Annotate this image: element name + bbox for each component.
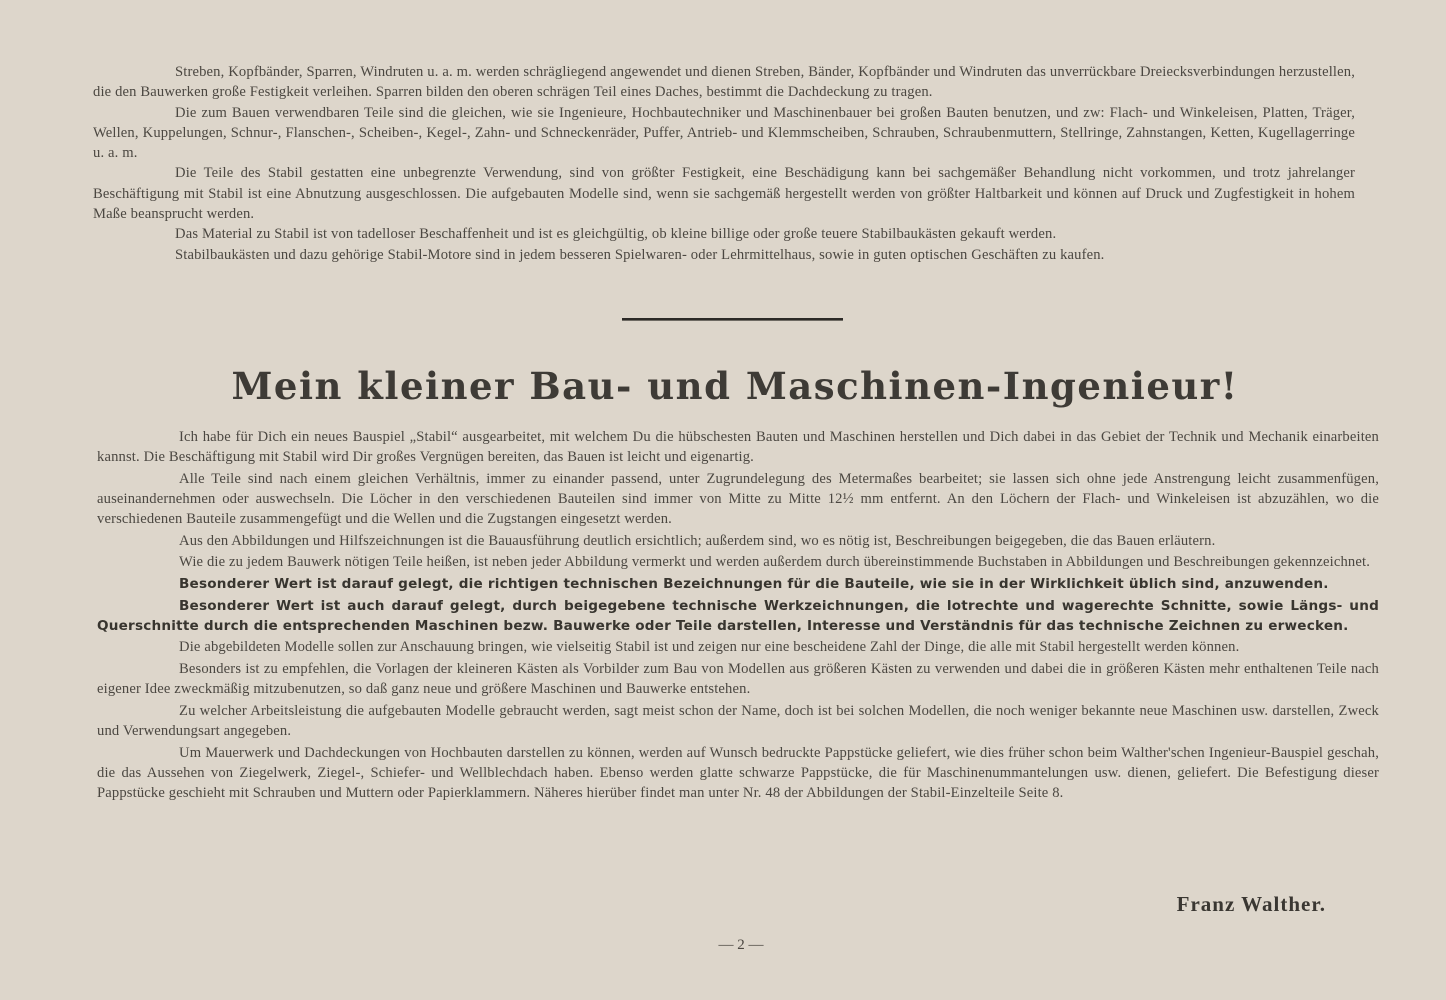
paragraph: Die zum Bauen verwendbaren Teile sind die gleichen, wie sie Ingenieure, Hochbautechniker und Maschinenbauer bei großen Bauten benutzen, und zw: Flach- und Winkeleisen, Platten, Träger, Wellen, Kuppelungen, Schnur-, Flanschen-, Scheiben-, Kegel-, Zahn- und Schneckenräder, Puffer, Antrieb- und Klemmscheiben, Schrauben, Schraubenmuttern, Stellringe, Zahnstangen, Ketten, Kugellagerringe u. a. m. bbox=[93, 104, 1355, 162]
paragraph: Das Material zu Stabil ist von tadelloser Beschaffenheit und ist es gleichgültig, ob kleine billige oder große teuere Stabilbaukästen gekauft werden. bbox=[175, 226, 1057, 243]
paragraph: Streben, Kopfbänder, Sparren, Windruten u. a. m. werden schrägliegend angewendet und dienen Streben, Bänder, Kopfbänder und Windruten das unverrückbare Dreiecksverbindungen herzustellen, die den Bauwerken große Festigkeit verleihen. Sparren bilden den oberen schrägen Teil eines Daches, bestimmt die Dachdeckung zu tragen. bbox=[93, 64, 1355, 101]
paragraph: Stabilbaukästen und dazu gehörige Stabil-Motore sind in jedem besseren Spielwaren- oder Lehrmittelhaus, sowie in guten optischen Geschäften zu kaufen. bbox=[175, 246, 1105, 263]
bold-paragraph: Besonderer Wert ist darauf gelegt, die richtigen technischen Bezeichnungen für die Bauteile, wie sie in der Wirklichkeit üblich sind, anzuwenden. bbox=[179, 575, 1329, 592]
paragraph: Besonders ist zu empfehlen, die Vorlagen der kleineren Kästen als Vorbilder zum Bau von Modellen aus größeren Kästen zu verwenden und dabei die in größeren Kästen mehr enthaltenen Teile nach eigener Idee zweckmäßig mitzubenutzen, so daß ganz neue und größere Maschinen und Bauwerke entstehen. bbox=[97, 660, 1379, 698]
paragraph: Die abgebildeten Modelle sollen zur Anschauung bringen, wie vielseitig Stabil ist und zeigen nur eine bescheidene Zahl der Dinge, die alle mit Stabil hergestellt werden können. bbox=[179, 639, 1240, 656]
headline: Mein kleiner Bau- und Maschinen-Ingenieur! bbox=[231, 364, 1239, 408]
intro-text-block bbox=[93, 62, 1355, 265]
paragraph: Wie die zu jedem Bauwerk nötigen Teile heißen, ist neben jeder Abbildung vermerkt und werden außerdem durch übereinstimmende Buchstaben in Abbildungen und Beschreibungen gekennzeichnet. bbox=[179, 554, 1370, 571]
paragraph: Ich habe für Dich ein neues Bauspiel „Stabil“ ausgearbeitet, mit welchem Du die hübschesten Bauten und Maschinen herstellen und Dich dabei in das Gebiet der Technik und Mechanik einarbeiten kannst. Die Beschäftigung mit Stabil wird Dir großes Vergnügen bereiten, das Bauen ist leicht und eigenartig. bbox=[97, 429, 1379, 466]
signature: Franz Walther. bbox=[1176, 892, 1326, 916]
paragraph: Um Mauerwerk und Dachdeckungen von Hochbauten darstellen zu können, werden auf Wunsch bedruckte Pappstücke geliefert, wie dies früher schon beim Walther'schen Ingenieur-Bauspiel geschah, die das Aussehen von Ziegelwerk, Ziegel-, Schiefer- und Wellblechdach haben. Ebenso werden glatte schwarze Pappstücke, die für Maschinenummantelungen usw. dienen, geliefert. Die Befestigung dieser Pappstücke geschieht mit Schrauben und Muttern oder Papierklammern. Näheres hierüber findet man unter Nr. 48 der Abbildungen der Stabil-Einzelteile Seite 8. bbox=[97, 744, 1379, 801]
main-text-block bbox=[97, 427, 1379, 805]
paragraph: Die Teile des Stabil gestatten eine unbegrenzte Verwendung, sind von größter Festigkeit, eine Beschädigung kann bei sachgemäßer Behandlung nicht vorkommen, und trotz jahrelanger Beschäftigung mit Stabil ist eine Abnutzung ausgeschlossen. Die aufgebauten Modelle sind, wenn sie sachgemäß hergestellt werden von größter Haltbarkeit und können auf Druck und Zugfestigkeit in hohem Maße beansprucht werden. bbox=[93, 165, 1355, 223]
section-divider bbox=[622, 318, 843, 321]
paragraph: Zu welcher Arbeitsleistung die aufgebauten Modelle gebraucht werden, sagt meist schon der Name, doch ist bei solchen Modellen, die noch weniger bekannte neue Maschinen usw. darstellen, Zweck und Verwendungsart angegeben. bbox=[97, 702, 1379, 739]
paragraph: Alle Teile sind nach einem gleichen Verhältnis, immer zu einander passend, unter Zugrundelegung des Metermaßes bearbeitet; sie lassen sich ohne jede Anstrengung leicht zusammenfügen, auseinandernehmen oder auswechseln. Die Löcher in den verschiedenen Bauteilen sind immer von Mitte zu Mitte 12½ mm entfernt. An den Löchern der Flach- und Winkeleisen ist abzuzählen, wo die verschiedenen Bauteile zusammengefügt und die Wellen und die Zugstangen eingesetzt werden. bbox=[97, 470, 1379, 528]
paragraph: Aus den Abbildungen und Hilfszeichnungen ist die Bauausführung deutlich ersichtlich; außerdem sind, wo es nötig ist, Beschreibungen beigegeben, die das Bauen erläutern. bbox=[179, 532, 1216, 549]
page-number: — 2 — bbox=[718, 937, 764, 953]
bold-paragraph: Besonderer Wert ist auch darauf gelegt, durch beigegebene technische Werkzeichnungen, die lotrechte und wagerechte Schnitte, sowie Längs- und Querschnitte durch die entsprechenden Maschinen bezw. Bauwerke oder Teile darstellen, Interesse und Verständnis für das technische Zeichnen zu erwecken. bbox=[97, 597, 1379, 634]
